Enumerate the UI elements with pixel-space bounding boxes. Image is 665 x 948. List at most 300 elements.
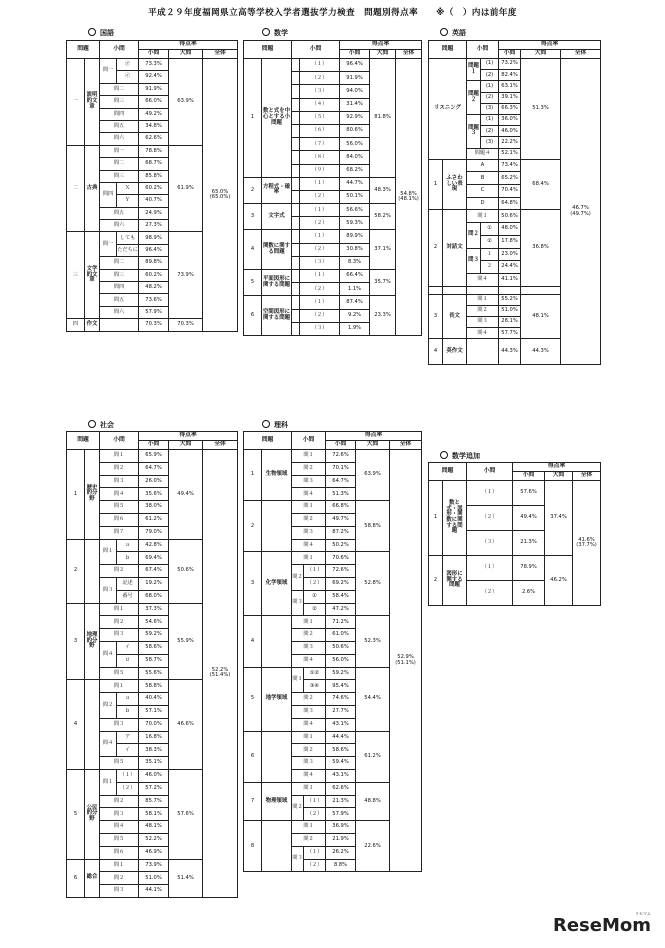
- small-rate: 74.6%: [326, 693, 356, 706]
- table-row: [67, 41, 238, 50]
- group-number: 二: [67, 145, 85, 232]
- small-rate: 56.0%: [326, 654, 356, 667]
- spacer-cell: [292, 138, 300, 151]
- question-label: 問２: [100, 693, 117, 719]
- big-rate: 63.9%: [169, 59, 203, 146]
- header-zentai: 全体: [390, 441, 422, 450]
- small-rate: 60.2%: [139, 269, 169, 281]
- small-rate: 40.4%: [139, 693, 169, 706]
- question-label: 問題１: [467, 59, 481, 81]
- question-label: 問４: [292, 539, 326, 552]
- spacer-cell: [292, 164, 300, 177]
- sub-label: （１）: [300, 230, 340, 243]
- question-label: 問六: [100, 306, 139, 318]
- big-rate: 61.9%: [169, 145, 203, 232]
- question-label: 問２: [292, 629, 326, 642]
- question-label: 問１: [292, 552, 326, 565]
- small-rate: 35.1%: [139, 757, 169, 770]
- small-rate: 70.4%: [499, 185, 521, 198]
- header-zentai: 全体: [561, 50, 601, 59]
- spacer-cell: [429, 286, 443, 294]
- spacer-cell: [292, 283, 300, 296]
- big-rate: 50.6%: [169, 539, 203, 603]
- small-rate: 49.7%: [326, 513, 356, 526]
- group-name: [85, 539, 100, 603]
- small-rate: 66.3%: [499, 103, 521, 114]
- small-rate: 21.3%: [513, 531, 545, 556]
- group-number: 一: [67, 59, 85, 146]
- group-name: 数と式を中心とする小問題: [262, 59, 292, 178]
- circle-icon: [262, 420, 270, 428]
- small-rate: 58.6%: [139, 641, 169, 654]
- small-rate: 69.4%: [139, 552, 169, 565]
- group-number: 四: [67, 319, 85, 331]
- group-number: 三: [67, 232, 85, 319]
- sub-label: A: [467, 159, 499, 172]
- circle-icon: [88, 28, 96, 36]
- group-name: 文字式: [262, 204, 292, 230]
- small-rate: 64.7%: [139, 462, 169, 475]
- small-rate: 51.0%: [499, 305, 521, 316]
- small-rate: 62.6%: [326, 782, 356, 795]
- small-rate: 73.3%: [139, 59, 169, 71]
- sub-label: （１）: [300, 270, 340, 283]
- sub-label: ｂ: [117, 705, 139, 718]
- question-label: 問３: [292, 757, 326, 770]
- small-rate: 42.8%: [139, 539, 169, 552]
- big-rate: 37.4%: [545, 481, 573, 556]
- group-number: 2: [244, 177, 262, 203]
- header-shomon: 小問: [467, 463, 513, 481]
- sub-label: ａ: [117, 693, 139, 706]
- group-name: 図形に関する問題: [443, 556, 467, 606]
- small-rate: 80.6%: [340, 124, 370, 137]
- question-label: 問２: [100, 462, 139, 475]
- sub-label: B: [467, 172, 499, 185]
- big-rate: 36.8%: [521, 210, 561, 286]
- small-rate: 70.0%: [139, 718, 169, 731]
- small-rate: 47.2%: [326, 603, 356, 616]
- group-number: 4: [244, 616, 262, 667]
- question-label: 問２: [292, 744, 326, 757]
- sub-label: （３）: [300, 256, 340, 269]
- question-label: 問４: [292, 654, 326, 667]
- sub-label: （２）: [300, 72, 340, 85]
- group-number: 3: [244, 552, 262, 616]
- sub-label: （４）: [300, 98, 340, 111]
- big-rate: 57.6%: [169, 769, 203, 859]
- sub-label: (2): [481, 126, 499, 137]
- big-rate: 58.2%: [370, 204, 396, 230]
- sub-label: （１）: [467, 481, 513, 506]
- header-tokutenritsu: 得点率: [139, 432, 238, 441]
- question-label: 問２: [292, 833, 326, 846]
- question-label: 問１: [292, 450, 326, 463]
- small-rate: 65.9%: [139, 450, 169, 463]
- group-name: [262, 501, 292, 552]
- small-rate: 61.0%: [326, 629, 356, 642]
- question-label: 問１: [467, 210, 499, 223]
- header-daimon: 大問: [356, 441, 390, 450]
- question-label: 問２: [292, 513, 326, 526]
- sub-label: ロ: [117, 654, 139, 667]
- table-row: [67, 450, 238, 463]
- big-rate: 63.9%: [356, 450, 390, 501]
- small-rate: 17.8%: [499, 235, 521, 248]
- sub-label: （２）: [304, 808, 326, 821]
- question-label: 問２: [100, 795, 139, 808]
- small-rate: 73.9%: [139, 859, 169, 872]
- small-rate: 50.6%: [499, 210, 521, 223]
- small-rate: 46.0%: [499, 126, 521, 137]
- big-rate: 52.8%: [356, 552, 390, 616]
- big-rate: 23.3%: [370, 296, 396, 336]
- small-rate: 66.0%: [139, 96, 169, 108]
- header-shodai: 小問: [326, 441, 356, 450]
- small-rate: 19.2%: [139, 577, 169, 590]
- question-label: 問５: [100, 833, 139, 846]
- sub-label: (1): [481, 59, 499, 70]
- table-row: [244, 177, 422, 190]
- total-current: 46.7%: [572, 205, 589, 212]
- question-label: 問五: [100, 120, 139, 132]
- table-row: [244, 270, 422, 283]
- spacer-cell: [292, 85, 300, 98]
- small-rate: 38.3%: [139, 744, 169, 757]
- small-rate: 73.4%: [499, 159, 521, 172]
- small-rate: 57.6%: [513, 481, 545, 506]
- question-label: 問４: [100, 488, 139, 501]
- big-rate: 49.4%: [169, 450, 203, 540]
- sub-label: ③④: [304, 680, 326, 693]
- question-label: 問３: [100, 629, 139, 642]
- small-rate: 64.8%: [499, 197, 521, 210]
- group-name: [262, 821, 292, 872]
- small-rate: 71.2%: [326, 616, 356, 629]
- group-number: 2: [67, 539, 85, 603]
- header-zentai: 全体: [203, 441, 238, 450]
- small-rate: 70.1%: [326, 462, 356, 475]
- question-label: 問２: [292, 565, 304, 591]
- spacer-cell: [292, 111, 300, 124]
- suti-table: [428, 462, 601, 606]
- small-rate: 43.1%: [326, 769, 356, 782]
- small-rate: 91.9%: [340, 72, 370, 85]
- header-mondai: 問題: [244, 41, 292, 59]
- small-rate: 38.0%: [139, 501, 169, 514]
- group-number: 5: [244, 667, 262, 731]
- small-rate: 59.4%: [326, 757, 356, 770]
- group-name: 作文: [85, 319, 100, 331]
- spacer-cell: [292, 204, 300, 217]
- table-row: [244, 41, 422, 50]
- small-rate: 1.9%: [340, 322, 370, 335]
- small-rate: 62.6%: [139, 133, 169, 145]
- question-label: 問３: [100, 885, 139, 898]
- sub-label: （１）: [117, 769, 139, 782]
- small-rate: 27.7%: [326, 705, 356, 718]
- group-number: 5: [67, 769, 85, 859]
- group-name: 数と式・図形・関数に関する問題: [443, 481, 467, 556]
- small-rate: 85.8%: [139, 170, 169, 182]
- sub-label: ２: [481, 261, 499, 274]
- total-current: 52.2%: [211, 667, 229, 674]
- group-name: 化学領域: [262, 552, 292, 616]
- question-label: 問一: [100, 59, 117, 84]
- question-label: 問題４: [467, 148, 499, 159]
- big-rate: 46.6%: [169, 680, 203, 770]
- group-name: 地理的分野: [85, 603, 100, 680]
- small-rate: 92.4%: [139, 71, 169, 83]
- circle-icon: [88, 420, 96, 428]
- question-label: 問４: [100, 641, 117, 667]
- sub-label: （１）: [300, 204, 340, 217]
- spacer-cell: [292, 59, 300, 72]
- small-rate: 16.8%: [139, 731, 169, 744]
- sub-label: （２）: [300, 217, 340, 230]
- group-number: 8: [244, 821, 262, 872]
- big-rate: 55.9%: [169, 603, 203, 680]
- group-name: [262, 731, 292, 782]
- question-label: 問２: [100, 565, 139, 578]
- big-rate: 48.8%: [356, 782, 390, 820]
- sub-label: （２）: [467, 506, 513, 531]
- big-rate: 54.4%: [356, 667, 390, 731]
- small-rate: 68.7%: [139, 158, 169, 170]
- small-rate: 85.7%: [139, 795, 169, 808]
- sub-label: （１）: [304, 795, 326, 808]
- sub-label: (2): [481, 70, 499, 81]
- small-rate: 54.6%: [139, 616, 169, 629]
- question-label: 問１: [292, 501, 326, 514]
- sub-label: Ｘ: [117, 182, 139, 194]
- sub-label: 番号: [117, 590, 139, 603]
- big-rate: 70.3%: [169, 319, 203, 331]
- small-rate: 52.1%: [499, 148, 521, 159]
- small-rate: 58.6%: [326, 744, 356, 757]
- group-number: 1: [429, 159, 443, 210]
- group-name: 対話文: [443, 210, 467, 286]
- big-rate: 48.1%: [521, 294, 561, 339]
- section-kokugo: 国語: [88, 28, 114, 38]
- kokugo-table: [66, 40, 238, 332]
- table-row: [67, 432, 238, 441]
- header-mondai: 問題: [244, 432, 292, 450]
- spacer-cell: [292, 296, 300, 309]
- question-label: 問７: [100, 526, 139, 539]
- small-rate: 94.0%: [340, 85, 370, 98]
- sub-label: （３）: [300, 85, 340, 98]
- group-number: 1: [244, 450, 262, 501]
- header-mondai: 問題: [67, 41, 100, 59]
- question-label: 問５: [100, 757, 139, 770]
- question-label: 問３: [467, 248, 481, 273]
- spacer-cell: [292, 270, 300, 283]
- small-rate: 78.9%: [513, 556, 545, 581]
- small-rate: 87.2%: [326, 526, 356, 539]
- spacer-cell: [292, 322, 300, 335]
- small-rate: 63.1%: [499, 81, 521, 92]
- big-rate: 73.9%: [169, 232, 203, 319]
- sub-label: Ｙ: [117, 195, 139, 207]
- question-label: 問３: [292, 641, 326, 654]
- question-label: 問三: [100, 170, 139, 182]
- question-label: 問二: [100, 158, 139, 170]
- total-current: 65.0%: [211, 188, 229, 195]
- header-shomon: 小問: [100, 41, 139, 59]
- total-current: 52.9%: [397, 654, 414, 661]
- small-rate: 58.1%: [139, 808, 169, 821]
- question-label: 問２: [100, 872, 139, 885]
- question-label: 問２: [467, 223, 481, 248]
- header-daimon: 大問: [169, 50, 203, 59]
- small-rate: 87.4%: [340, 296, 370, 309]
- sub-label: （３）: [467, 531, 513, 556]
- group-name: 生物領域: [262, 450, 292, 501]
- total-previous: (49.7%): [570, 210, 591, 217]
- small-rate: 59.2%: [139, 629, 169, 642]
- small-rate: 72.6%: [326, 450, 356, 463]
- group-number: 2: [429, 556, 443, 606]
- sub-label: (3): [481, 103, 499, 114]
- big-rate: 61.2%: [356, 731, 390, 782]
- question-label: 問題２: [467, 81, 481, 115]
- group-name: 関数に関する問題: [262, 230, 292, 270]
- question-label: 問六: [100, 220, 139, 232]
- question-label: 問四: [100, 108, 139, 120]
- question-label: 問１: [100, 769, 117, 795]
- header-daimon: 大問: [370, 50, 396, 59]
- small-rate: 56.0%: [340, 138, 370, 151]
- group-number: 3: [67, 603, 85, 680]
- small-rate: 24.9%: [139, 207, 169, 219]
- sub-label: （１）: [304, 565, 326, 578]
- small-rate: 36.0%: [499, 114, 521, 125]
- header-shodai: 小問: [499, 50, 521, 59]
- small-rate: 51.0%: [139, 872, 169, 885]
- sub-label: （２）: [304, 859, 326, 872]
- small-rate: 57.9%: [139, 306, 169, 318]
- header-tokutenritsu: 得点率: [513, 463, 601, 472]
- question-label: 問３: [292, 590, 304, 616]
- spacer-cell: [292, 243, 300, 256]
- small-rate: 61.2%: [139, 513, 169, 526]
- table-row: [244, 432, 422, 441]
- table-row: [244, 230, 422, 243]
- question-label: 問五: [100, 207, 139, 219]
- question-label: 問二: [100, 257, 139, 269]
- total-previous: (65.0%): [209, 193, 231, 200]
- sub-label: ａ: [117, 539, 139, 552]
- sub-label: （５）: [300, 111, 340, 124]
- spacer-cell: [292, 190, 300, 203]
- small-rate: 64.7%: [326, 475, 356, 488]
- total-rate: [561, 59, 601, 365]
- spacer-cell: [292, 72, 300, 85]
- small-rate: 96.4%: [340, 59, 370, 72]
- table-row: [429, 41, 601, 50]
- table-row: [244, 450, 422, 463]
- sub-label: イ: [117, 641, 139, 654]
- small-rate: 31.4%: [340, 98, 370, 111]
- group-number: 6: [244, 731, 262, 782]
- sub-label: （２）: [117, 782, 139, 795]
- question-label: 問４: [292, 718, 326, 731]
- total-previous: (37.7%): [576, 542, 597, 548]
- question-label: 問５: [100, 667, 139, 680]
- small-rate: 28.1%: [499, 316, 521, 327]
- question-label: 問３: [100, 475, 139, 488]
- big-rate: 58.8%: [356, 501, 390, 552]
- question-label: 問４: [100, 821, 139, 834]
- header-daimon: 大問: [521, 50, 561, 59]
- small-rate: 26.2%: [326, 846, 356, 859]
- small-rate: 60.2%: [139, 182, 169, 194]
- small-rate: 1.1%: [340, 283, 370, 296]
- total-current: 54.8%: [400, 190, 417, 197]
- spacer-cell: [292, 151, 300, 164]
- sub-label: ｂ: [117, 552, 139, 565]
- small-rate: 57.7%: [499, 328, 521, 339]
- question-label: 問３: [100, 718, 139, 731]
- small-rate: 70.3%: [139, 319, 169, 331]
- small-rate: 48.1%: [139, 821, 169, 834]
- question-label: 問４: [292, 769, 326, 782]
- small-rate: 96.4%: [139, 244, 169, 256]
- header-daimon: 大問: [169, 441, 203, 450]
- small-rate: 50.6%: [326, 641, 356, 654]
- question-label: 問６: [100, 513, 139, 526]
- small-rate: 78.8%: [139, 145, 169, 157]
- question-label: 問４: [100, 731, 117, 757]
- group-name: 歴史的分野: [85, 450, 100, 540]
- sub-label: しても: [117, 232, 139, 244]
- small-rate: 67.4%: [139, 565, 169, 578]
- small-rate: 48.0%: [499, 223, 521, 236]
- question-label: 問２: [292, 795, 304, 821]
- question-label: 問二: [100, 83, 139, 95]
- small-rate: 36.9%: [326, 821, 356, 834]
- header-tokutenritsu: 得点率: [326, 432, 422, 441]
- header-shomon: 小問: [292, 41, 340, 59]
- question-label: 問五: [100, 294, 139, 306]
- small-rate: 57.9%: [326, 808, 356, 821]
- small-rate: 51.3%: [326, 488, 356, 501]
- small-rate: 27.3%: [139, 220, 169, 232]
- sub-label: (2): [481, 92, 499, 103]
- header-shodai: 小問: [513, 472, 545, 481]
- sub-label: （２）: [300, 190, 340, 203]
- question-label: 問３: [292, 846, 304, 872]
- small-rate: 34.8%: [139, 120, 169, 132]
- question-label: [467, 339, 499, 365]
- question-label: 問１: [292, 782, 326, 795]
- spacer-cell: [292, 98, 300, 111]
- section-eigo: 英語: [440, 28, 466, 38]
- header-zentai: 全体: [396, 50, 422, 59]
- circle-icon: [440, 28, 448, 36]
- total-rate: [203, 59, 238, 332]
- sub-label: 記述: [117, 577, 139, 590]
- section-sugaku: 数学: [262, 28, 288, 38]
- table-row: [429, 59, 601, 70]
- big-rate: 35.7%: [370, 270, 396, 296]
- question-label: 問３: [467, 316, 499, 327]
- header-shomon: 小問: [292, 432, 326, 450]
- sub-label: （１）: [300, 59, 340, 72]
- small-rate: 59.3%: [340, 217, 370, 230]
- section-shakai: 社会: [88, 420, 114, 430]
